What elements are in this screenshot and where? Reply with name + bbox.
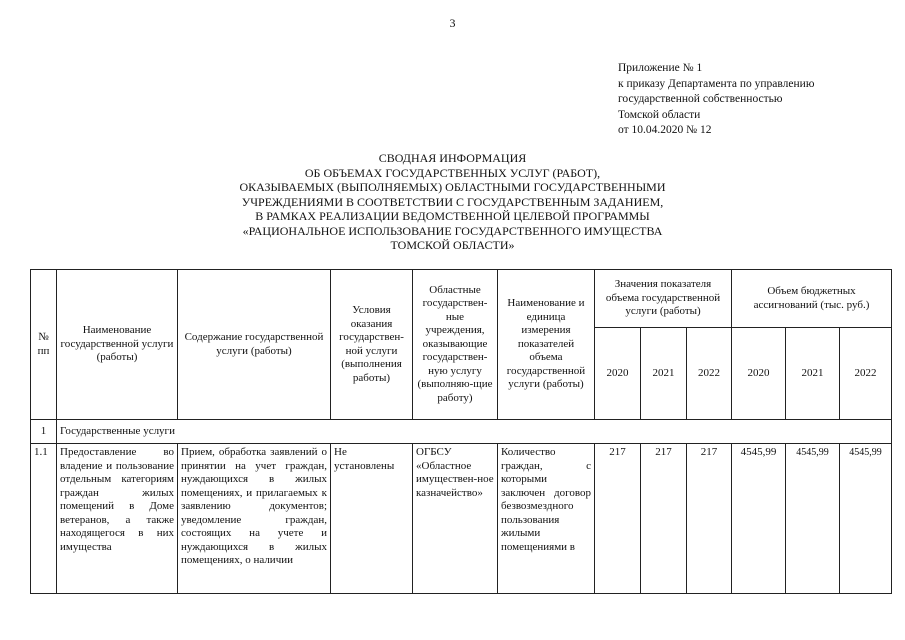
header-year-budget-2020: 2020 [732, 328, 786, 420]
header-conditions: Условия оказания государствен-ной услуги (выполнения работы) [331, 270, 413, 420]
appendix-block [618, 61, 814, 139]
row-num: 1.1 [31, 444, 57, 594]
appendix-line: к приказу Департамента по управлению [618, 77, 815, 90]
header-volume-group: Значения показателя объема государственной услуги (работы) [595, 270, 732, 328]
row-service-content: Прием, обработка заявлений о принятии на учет граждан, нуждающихся в жилых помещениях, и прилагаемых к заявлению документов; уведомление граждан, состоящих на учете и нуждающихся в жилых помещениях, о наличии [178, 444, 331, 594]
row-conditions: Не установлены [331, 444, 413, 594]
title-line: УЧРЕЖДЕНИЯМИ В СООТВЕТСТВИИ С ГОСУДАРСТВЕННЫМ ЗАДАНИЕМ, [241, 194, 664, 209]
title-line: ТОМСКОЙ ОБЛАСТИ» [390, 238, 515, 252]
section-num: 1 [31, 420, 57, 444]
header-year-budget-2022: 2022 [840, 328, 892, 420]
header-institutions: Областные государствен-ные учреждения, оказывающие государствен-ную услугу (выполняю-щие работу) [413, 270, 498, 420]
appendix-line: государственной собственностью [618, 93, 783, 105]
row-volume-2021: 217 [641, 444, 687, 594]
row-budget-2022: 4545,99 [840, 444, 892, 594]
row-institution: ОГБСУ «Областное имуществен-ное казначейство» [413, 444, 498, 594]
header-year-budget-2021: 2021 [786, 328, 840, 420]
header-year-volume-2022: 2022 [687, 328, 732, 420]
header-year-volume-2020: 2020 [595, 328, 641, 420]
row-budget-2020: 4545,99 [732, 444, 786, 594]
appendix-line: от 10.04.2020 № 12 [618, 124, 712, 136]
header-budget-group: Объем бюджетных ассигнований (тыс. руб.) [732, 270, 892, 328]
appendix-line: Томской области [618, 108, 701, 121]
header-name: Наименование государственной услуги (работы) [57, 270, 178, 420]
row-budget-2021: 4545,99 [786, 444, 840, 594]
header-num: № пп [31, 270, 57, 420]
header-content: Содержание государственной услуги (работы) [178, 270, 331, 420]
header-indicator: Наименование и единица измерения показателей объема государственной услуги (работы) [498, 270, 595, 420]
services-table [30, 269, 892, 594]
row-volume-2022: 217 [687, 444, 732, 594]
title-line: ОБ ОБЪЕМАХ ГОСУДАРСТВЕННЫХ УСЛУГ (РАБОТ), [304, 165, 601, 180]
title-line: В РАМКАХ РЕАЛИЗАЦИИ ВЕДОМСТВЕННОЙ ЦЕЛЕВОЙ ПРОГРАММЫ [255, 209, 650, 223]
row-service-name: Предоставление во владение и пользование отдельным категориям граждан жилых помещений в Доме ветеранов, а также находящегося в них имущества [57, 444, 178, 594]
appendix-line: Приложение № 1 [618, 62, 703, 74]
title-line: ОКАЗЫВАЕМЫХ (ВЫПОЛНЯЕМЫХ) ОБЛАСТНЫМИ ГОСУДАРСТВЕННЫМИ [239, 180, 666, 194]
page-number: 3 [449, 16, 456, 30]
row-volume-2020: 217 [595, 444, 641, 594]
header-year-volume-2021: 2021 [641, 328, 687, 420]
title-line: «РАЦИОНАЛЬНОЕ ИСПОЛЬЗОВАНИЕ ГОСУДАРСТВЕННОГО ИМУЩЕСТВА [242, 223, 663, 238]
document-title [0, 151, 905, 253]
row-indicator: Количество граждан, с которыми заключен договор безвозмездного пользования жилыми помещениями в [498, 444, 595, 594]
title-line: СВОДНАЯ ИНФОРМАЦИЯ [378, 151, 527, 165]
section-label: Государственные услуги [57, 420, 892, 444]
